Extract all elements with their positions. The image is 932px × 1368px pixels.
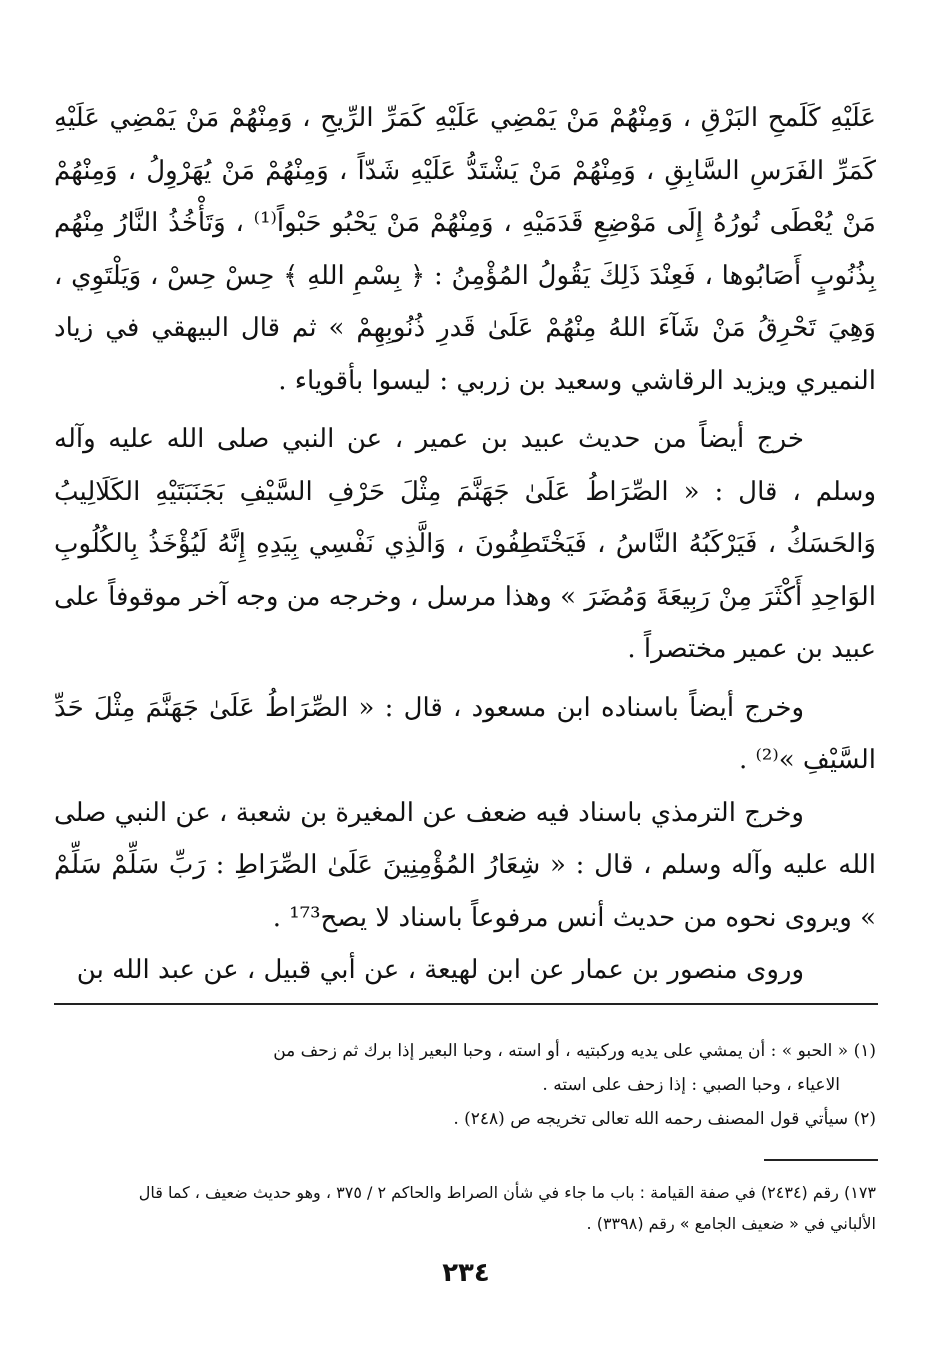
paragraph-1: عَلَيْهِ كَلَمحِ البَرْقِ ، وَمِنْهُمْ مَنْ يَمْضِي عَلَيْهِ كَمَرِّ الرِّيحِ ، وَمِنْهُمْ مَنْ يَمْضِي عَلَيْهِ كَمَرِّ الفَرَسِ السَّابِقِ ، وَمِنْهُمْ مَنْ يَشْتَدُّ عَلَيْهِ شَدّاً ، وَمِنْهُمْ مَنْ يُهَرْوِلُ ، وَمِنْهُمْ مَنْ يُعْطَى نُورُهُ إِلَى مَوْضِعِ قَدَمَيْهِ ، وَمِنْهُمْ مَنْ يَحْبُو حَبْواً⁽¹⁾ ، وَتَأْخُذُ النَّارُ مِنْهُم بِذُنُوبٍ أَصَابُوها ، فَعِنْدَ ذَلِكَ يَقُولُ المُؤْمِنُ : ﴿ بِسْمِ اللهِ ﴾ حِسْ حِسْ ، وَيَلْتَوِي ، وَهِيَ تَحْرِقُ مَنْ شَآءَ اللهُ مِنْهُمْ عَلَىٰ قَدرِ ذُنُوبِهِمْ » ثم قال البيهقي في زياد النميري ويزيد الرقاشي وسعيد بن زربي : ليسوا بأقوياء . bbox=[54, 103, 876, 396]
footnote-2: (٢) سيأتي قول المصنف رحمه الله تعالى تخريجه ص (٢٤٨) . bbox=[453, 1109, 876, 1129]
footnote-1: (١) « الحبو » : أن يمشي على يديه وركبتيه ، أو استه ، وحبا البعير إذا برك ثم زحف من bbox=[273, 1041, 876, 1061]
footnotes bbox=[54, 1034, 876, 1136]
editor-note-line-1: ١٧٣) رقم (٢٤٣٤) في صفة القيامة : باب ما جاء في شأن الصراط والحاكم ٢ / ٣٧٥ ، وهو حديث ضعيف ، كما قال bbox=[138, 1183, 876, 1202]
page-number: ٢٣٤ bbox=[442, 1258, 490, 1288]
paragraph-3: وخرج أيضاً باسناده ابن مسعود ، قال : « الصِّرَاطُ عَلَىٰ جَهَنَّمَ مِثْلَ حَدِّ السَّيْفِ »⁽²⁾ . bbox=[54, 692, 876, 775]
main-text bbox=[54, 92, 876, 997]
paragraph-2: خرج أيضاً من حديث عبيد بن عمير ، عن النبي صلى الله عليه وآله وسلم ، قال : « الصِّرَاطُ عَلَىٰ جَهَنَّمَ مِثْلَ حَرْفِ السَّيْفِ بَجَنَبَتَيْهِ الكَلَالِيبُ وَالحَسَكُ ، فَيَرْكَبُهُ النَّاسُ ، فَيَخْتَطِفُونَ ، وَالَّذِي نَفْسِي بِيَدِهِ إِنَّهُ لَيُؤْخَذُ بِالكُلُوبِ الوَاحِدِ أَكْثَرَ مِنْ رَبِيعَةَ وَمُضَرَ » وهذا مرسل ، وخرجه من وجه آخر موقوفاً على عبيد بن عمير مختصراً . bbox=[54, 424, 876, 664]
editor-note-line-2: الألباني في « ضعيف الجامع » رقم (٣٣٩٨) . bbox=[586, 1214, 876, 1233]
footnote-separator bbox=[54, 1003, 878, 1005]
paragraph-4: وخرج الترمذي باسناد فيه ضعف عن المغيرة بن شعبة ، عن النبي صلى الله عليه وآله وسلم ، قال : « شِعَارُ المُؤْمِنِينَ عَلَىٰ الصِّرَاطِ : رَبِّ سَلِّمْ سَلِّمْ » ويروى نحوه من حديث أنس مرفوعاً باسناد لا يصح¹⁷³ . bbox=[54, 797, 876, 933]
paragraph-5: وروى منصور بن عمار عن ابن لهيعة ، عن أبي قبيل ، عن عبد الله بن bbox=[76, 955, 804, 985]
footnote-1-continuation: الاعياء ، وحبا الصبي : إذا زحف على استه . bbox=[542, 1075, 840, 1095]
editor-notes bbox=[54, 1177, 876, 1239]
editor-note-separator bbox=[764, 1159, 878, 1161]
